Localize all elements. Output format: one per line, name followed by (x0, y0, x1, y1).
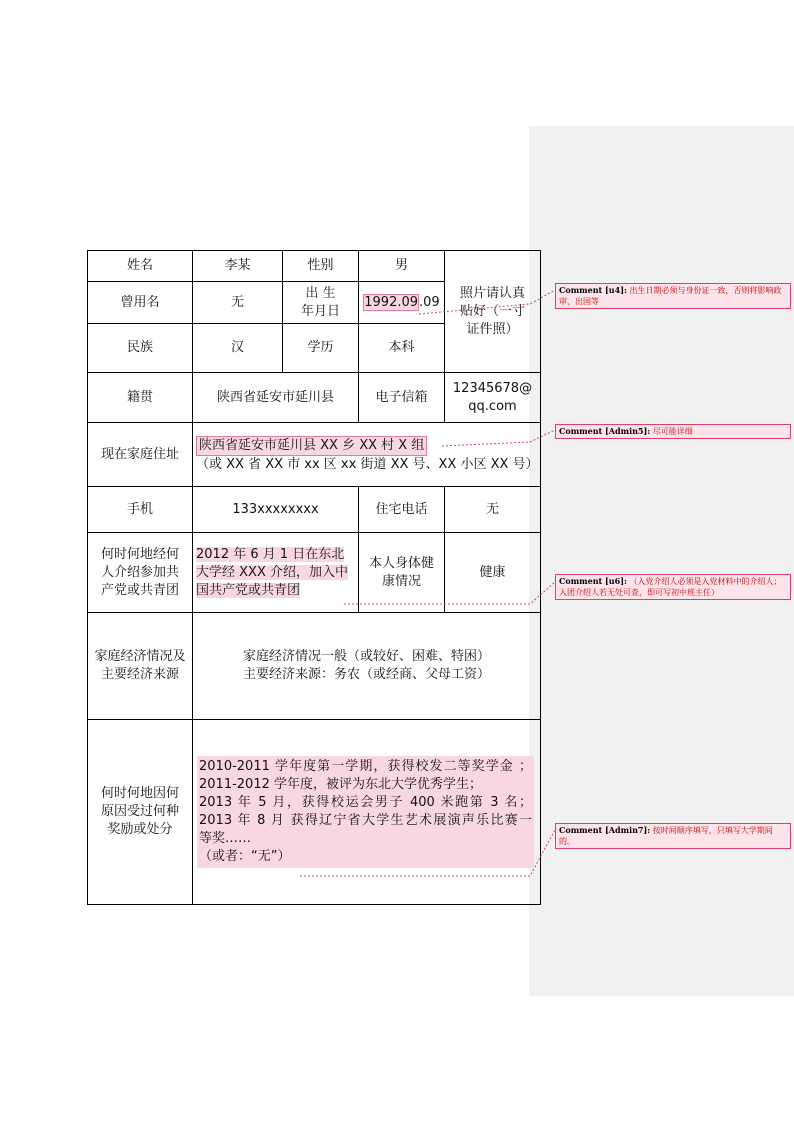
reward-value[interactable] (193, 720, 541, 905)
comment-author: Comment [Admin7]: (559, 825, 651, 835)
reward-line: 等奖…… (199, 831, 252, 846)
comment-author: Comment [Admin5]: (559, 426, 651, 436)
native-place-value[interactable]: 陕西省延安市延川县 (193, 373, 359, 423)
birth-value-rest: .09 (419, 294, 440, 310)
email-value-text: 12345678@qq.com (452, 380, 533, 414)
comment-text: 尽可能详细 (652, 427, 693, 436)
birth-label-text: 出 生年月日 (300, 285, 340, 319)
economy-label-text: 家庭经济情况及主要经济来源 (94, 649, 186, 682)
reward-line: 2010-2011 学年度第一学期，获得校发二等奖学金 ； (199, 759, 532, 774)
economy-label (88, 613, 193, 720)
reward-label (88, 720, 193, 905)
reward-line: （或者：“无”） (199, 849, 291, 864)
former-name-value[interactable]: 无 (193, 282, 283, 324)
birth-value-highlight: 1992.09 (364, 294, 419, 310)
gender-value[interactable]: 男 (359, 251, 445, 282)
address-value[interactable] (193, 423, 541, 487)
address-label: 现在家庭住址 (88, 423, 193, 487)
health-value[interactable]: 健康 (445, 533, 541, 613)
economy-value[interactable] (193, 613, 541, 720)
home-phone-label: 住宅电话 (359, 487, 445, 533)
student-info-form (87, 250, 541, 905)
economy-line2: 主要经济来源：务农（或经商、父母工资） (242, 667, 490, 682)
party-join-value[interactable] (193, 533, 359, 613)
address-line2: （或 XX 省 XX 市 xx 区 xx 街道 XX 号、XX 小区 XX 号） (196, 456, 539, 472)
party-join-label-text: 何时何地经何人介绍参加共产党或共青团 (100, 546, 179, 598)
reward-label-text: 何时何地因何原因受过何种奖励或处分 (100, 786, 179, 837)
mobile-label: 手机 (88, 487, 193, 533)
birth-label (283, 282, 359, 324)
email-label: 电子信箱 (359, 373, 445, 423)
reward-line: 2013 年 5 月，获得校运会男子 400 米跑第 3 名； (199, 795, 532, 810)
former-name-label: 曾用名 (88, 282, 193, 324)
comment-text: （入党介绍人必须是入党材料中的介绍人；入团介绍人若无处可查，即可写初中班主任） (559, 577, 782, 597)
gender-label: 性别 (283, 251, 359, 282)
economy-line1: 家庭经济情况一般（或较好、困难、特困） (242, 649, 490, 664)
comment-admin7[interactable] (555, 823, 791, 849)
comment-admin5[interactable] (555, 424, 791, 439)
comment-pane (529, 126, 794, 996)
reward-line: 2011-2012 学年度，被评为东北大学优秀学生； (199, 777, 482, 792)
email-value[interactable] (445, 373, 541, 423)
education-value[interactable]: 本科 (359, 324, 445, 373)
comment-author: Comment [u6]: (559, 576, 627, 586)
comment-author: Comment [u4]: (559, 285, 627, 295)
ethnicity-label: 民族 (88, 324, 193, 373)
native-place-label: 籍贯 (88, 373, 193, 423)
ethnicity-value[interactable]: 汉 (193, 324, 283, 373)
comment-u6[interactable] (555, 574, 791, 600)
education-label: 学历 (283, 324, 359, 373)
comment-text: 出生日期必须与身份证一致，否则将影响政审、出国等 (559, 286, 782, 306)
photo-cell[interactable] (445, 251, 541, 373)
birth-value[interactable] (359, 282, 445, 324)
health-label-text: 本人身体健康情况 (368, 555, 434, 589)
mobile-value[interactable]: 133xxxxxxxx (193, 487, 359, 533)
name-value[interactable]: 李某 (193, 251, 283, 282)
party-join-label (88, 533, 193, 613)
reward-line: 2013 年 8 月 获得辽宁省大学生艺术展演声乐比赛一 (199, 813, 532, 828)
photo-instruction: 照片请认真贴好（一寸证件照） (459, 285, 525, 337)
name-label: 姓名 (88, 251, 193, 282)
comment-text: 按时间顺序填写，只填写大学期间的。 (559, 826, 773, 846)
party-join-text: 2012 年 6 月 1 日在东北大学经 XXX 介绍，加入中国共产党或共青团 (196, 546, 348, 598)
comment-u4[interactable] (555, 283, 791, 309)
address-line1: 陕西省延安市延川县 XX 乡 XX 村 X 组 (196, 436, 427, 456)
health-label (359, 533, 445, 613)
home-phone-value[interactable]: 无 (445, 487, 541, 533)
